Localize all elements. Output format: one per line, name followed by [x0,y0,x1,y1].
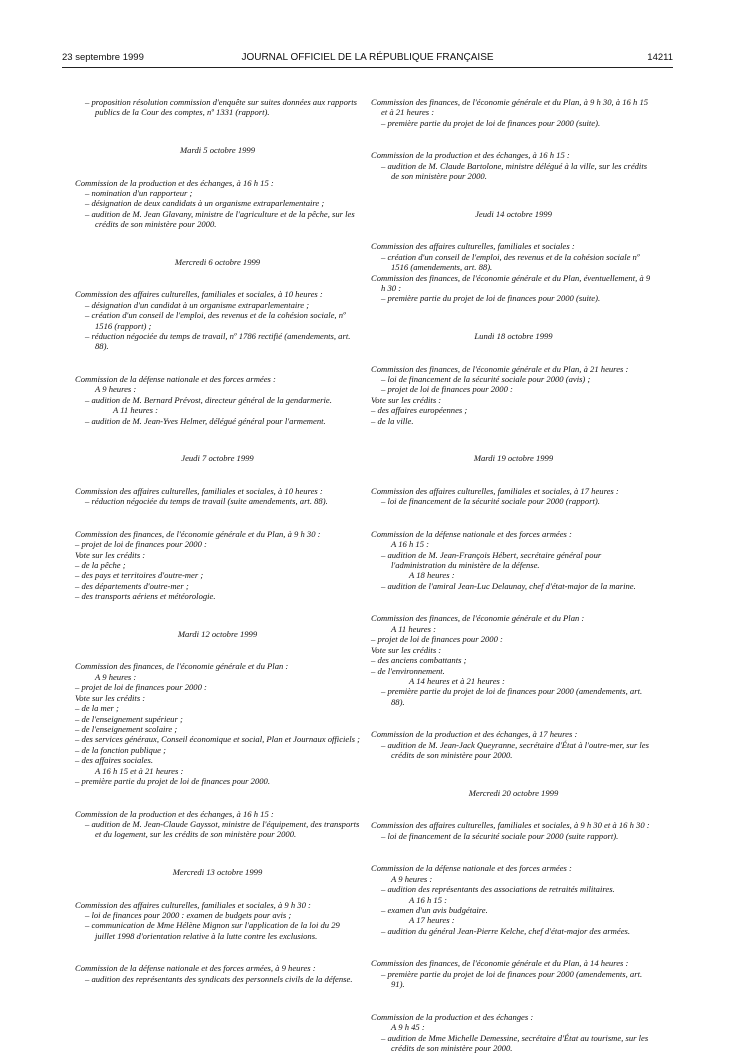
text-line: – de la fonction publique ; [75,744,166,755]
date-heading: Jeudi 14 octobre 1999 [475,208,552,219]
agenda-item: – audition de M. Bernard Prévost, directeur général de la gendarmerie. [85,394,332,405]
spacer [371,807,656,812]
committee-entry: Commission des affaires culturelles, familiales et sociales, à 10 heures : [75,289,323,300]
time-slot: A 11 heures : [113,405,158,416]
agenda-item: – audition de M. Jean-Jack Queyranne, secrétaire d'État à l'outre-mer, sur les crédits de son ministère pour 2000. [381,739,649,761]
spacer [75,950,360,955]
header-rule [62,67,673,68]
committee-entry: Commission de la défense nationale et des forces armées : [371,863,572,874]
agenda-item: – proposition résolution commission d'enquête sur suites données aux rapports publics de la Cour des comptes, nº 1331 (rapport). [85,97,357,118]
committee-entry: Commission des affaires culturelles, familiales et sociales, à 9 h 30 : [75,899,311,910]
spacer [75,610,360,620]
agenda-item: – projet de loi de finances pour 2000 : [381,384,513,395]
text-line: – des anciens combattants ; [371,655,467,666]
committee-entry: – des services généraux, Conseil économique et social, Plan et Journaux officiels ; [75,734,360,745]
committee-entry: Commission de la production et des échanges, à 16 h 15 : [75,177,274,188]
spacer [371,472,656,477]
committee-entry: Commission de la défense nationale et des forces armées, à 9 heures : [75,963,316,974]
time-slot: A 16 h 15 : [391,539,430,550]
date-heading: Jeudi 7 octobre 1999 [181,453,254,464]
text-line: – des pays et territoires d'outre-mer ; [75,570,204,581]
spacer [371,228,656,233]
time-slot: A 9 heures : [391,873,433,884]
spacer [75,848,360,858]
spacer [371,769,656,779]
spacer [75,164,360,169]
page-number: 14211 [647,52,673,63]
agenda-item: – loi de financement de la sécurité sociale pour 2000 (suite rapport). [381,830,619,841]
time-slot: A 16 h 15 : [409,894,448,905]
spacer [75,515,360,520]
left-column [75,97,360,984]
committee-entry: Commission des affaires culturelles, familiales et sociales, à 17 heures : [371,485,619,496]
agenda-item: – communication de Mme Hélène Mignon sur l'application de la loi du 29 juillet 1998 d'orientation relative à la lutte contre les exclusions. [85,920,340,941]
spacer [371,312,656,322]
agenda-item: – audition de M. Jean-Claude Gayssot, ministre de l'équipement, des transports et du logement, sur les crédits de son ministère pour 2000. [85,818,360,840]
agenda-item: – nomination d'un rapporteur ; [85,188,193,198]
agenda-item: – désignation de deux candidats à un organisme extraparlementaire ; [85,198,325,209]
text-line: Vote sur les crédits : [371,394,442,405]
committee-entry: Commission des finances, de l'économie générale et du Plan, à 21 heures : [371,363,629,374]
spacer [75,795,360,800]
agenda-item: – loi de finances pour 2000 : examen de budgets pour avis ; [85,909,292,920]
spacer [75,276,360,281]
spacer [371,850,656,855]
time-slot: A 11 heures : [391,623,436,634]
time-slot: A 16 h 15 et à 21 heures : [95,765,184,776]
spacer [371,190,656,200]
spacer [75,238,360,248]
page-header [62,52,673,68]
agenda-item: – réduction négociée du temps de travail, nº 1786 rectifié (amendements, art. 88). [85,331,351,352]
spacer [371,945,656,950]
agenda-item: – audition de M. Jean-François Hébert, secrétaire général pour l'administration du ministère de la défense. [381,549,602,571]
spacer [371,137,656,142]
text-line: Vote sur les crédits : [75,692,146,703]
spacer [75,360,360,365]
committee-entry: Commission des affaires culturelles, familiales et sociales, à 9 h 30 et à 16 h 30 : [371,820,650,831]
time-slot: A 18 heures : [409,570,455,581]
text-line: – des affaires européennes ; [371,405,468,416]
agenda-item: – première partie du projet de loi de finances pour 2000 (amendements, art. 91). [381,968,643,990]
text-line: – de la mer ; [75,703,119,714]
committee-entry: Commission des affaires culturelles, familiales et sociales : [371,241,575,252]
committee-entry: Commission des finances, de l'économie générale et du Plan, à 9 h 30 : [75,528,321,539]
agenda-item: – audition de l'amiral Jean-Luc Delaunay, chef d'état-major de la marine. [381,580,636,591]
spacer [75,435,360,445]
time-slot: A 9 h 45 : [391,1022,425,1033]
date-heading: Mercredi 6 octobre 1999 [174,256,261,267]
text-line: – des transports aériens et météorologie. [75,591,216,602]
agenda-item: – réduction négociée du temps de travail (suite amendements, art. 88). [85,496,328,507]
spacer [75,126,360,136]
agenda-item: – audition des représentants des associations de retraités militaires. [381,884,615,895]
text-line: – de l'enseignement scolaire ; [75,723,178,734]
journal-title: JOURNAL OFFICIEL DE LA RÉPUBLIQUE FRANÇAISE [241,52,494,63]
time-slot: A 9 heures : [95,671,137,682]
text-line: – des départements d'outre-mer ; [75,580,189,591]
spacer [371,716,656,721]
committee-entry: Commission de la production et des échanges, à 16 h 15 : [371,150,570,161]
spacer [371,998,656,1003]
agenda-item: – loi de financement de la sécurité sociale pour 2000 (rapport). [381,496,600,507]
text-line: – de la ville. [371,415,414,426]
committee-entry: Commission des finances, de l'économie générale et du Plan : [75,661,289,672]
spacer [371,600,656,605]
date-heading: Mercredi 20 octobre 1999 [468,787,559,798]
spacer [371,435,656,445]
committee-entry: – projet de loi de finances pour 2000 : [75,539,207,550]
agenda-item: – audition de M. Jean-Yves Helmer, délégué général pour l'armement. [85,415,326,426]
right-column [371,97,656,1053]
agenda-item: – première partie du projet de loi de finances pour 2000 (suite). [381,117,601,128]
header-date: 23 septembre 1999 [62,52,144,63]
date-heading: Lundi 18 octobre 1999 [474,331,553,342]
agenda-item: – audition de M. Jean Glavany, ministre de l'agriculture et de la pêche, sur les crédits de son ministère pour 2000. [85,208,355,230]
committee-entry: Commission de la production et des échanges, à 16 h 15 : [75,808,274,819]
committee-entry: Commission des finances, de l'économie générale et du Plan : [371,613,585,624]
text-line: – des affaires sociales. [75,755,153,766]
committee-entry: Commission de la production et des échanges : [371,1011,534,1022]
committee-entry: Commission de la défense nationale et des forces armées : [75,374,276,385]
time-slot: A 9 heures : [95,384,137,395]
spacer [75,648,360,653]
agenda-item: – création d'un conseil de l'emploi, des revenus et de la cohésion sociale, nº 1516 (rapport) ; [85,310,346,331]
committee-entry: Commission de la défense nationale et des forces armées : [371,528,572,539]
committee-entry: Commission des finances, de l'économie générale et du Plan, à 9 h 30, à 16 h 15 et à 21 heures : [371,97,649,118]
time-slot: A 14 heures et à 21 heures : [409,675,505,686]
committee-entry: – projet de loi de finances pour 2000 : [75,682,207,693]
agenda-item: – première partie du projet de loi de finances pour 2000 (amendements, art. 88). [381,686,643,707]
committee-entry: Commission de la production et des échanges, à 17 heures : [371,729,578,740]
agenda-item: – audition des représentants des syndicats des personnels civils de la défense. [85,973,353,984]
committee-entry: – projet de loi de finances pour 2000 : [371,634,503,645]
text-line: Vote sur les crédits : [75,549,146,560]
time-slot: A 17 heures : [409,915,455,926]
agenda-item: – audition de M. Claude Bartolone, ministre délégué à la ville, sur les crédits de son ministère pour 2000. [381,160,648,182]
agenda-item: – examen d'un avis budgétaire. [381,904,488,915]
spacer [75,472,360,477]
committee-entry: Commission des finances, de l'économie générale et du Plan, éventuellement, à 9 h 30 : [371,272,651,294]
date-heading: Mardi 19 octobre 1999 [473,453,554,464]
text-line: – de l'environnement. [371,665,445,676]
text-line: – de la pêche ; [75,560,126,571]
committee-entry: Commission des affaires culturelles, familiales et sociales, à 10 heures : [75,485,323,496]
date-heading: Mardi 12 octobre 1999 [177,628,258,639]
committee-entry: – première partie du projet de loi de finances pour 2000. [75,775,270,786]
agenda-item: – première partie du projet de loi de finances pour 2000 (suite). [381,293,601,304]
agenda-item: – audition de Mme Michelle Demessine, secrétaire d'État au tourisme, sur les crédits de son ministère pour 2000. [381,1032,649,1053]
spacer [371,350,656,355]
agenda-item: – désignation d'un candidat à un organisme extraparlementaire ; [85,299,310,310]
date-heading: Mercredi 13 octobre 1999 [172,866,263,877]
spacer [75,886,360,891]
date-heading: Mardi 5 octobre 1999 [179,145,256,155]
agenda-item: – loi de financement de la sécurité sociale pour 2000 (avis) ; [381,374,591,385]
text-line: Vote sur les crédits : [371,644,442,655]
agenda-item: – audition du général Jean-Pierre Kelche, chef d'état-major des armées. [381,925,631,936]
text-line: – de l'enseignement supérieur ; [75,713,183,724]
spacer [371,515,656,520]
committee-entry: Commission des finances, de l'économie générale et du Plan, à 14 heures : [371,958,629,969]
agenda-item: – création d'un conseil de l'emploi, des revenus et de la cohésion sociale nº 1516 (amendements, art. 88). [381,251,640,273]
